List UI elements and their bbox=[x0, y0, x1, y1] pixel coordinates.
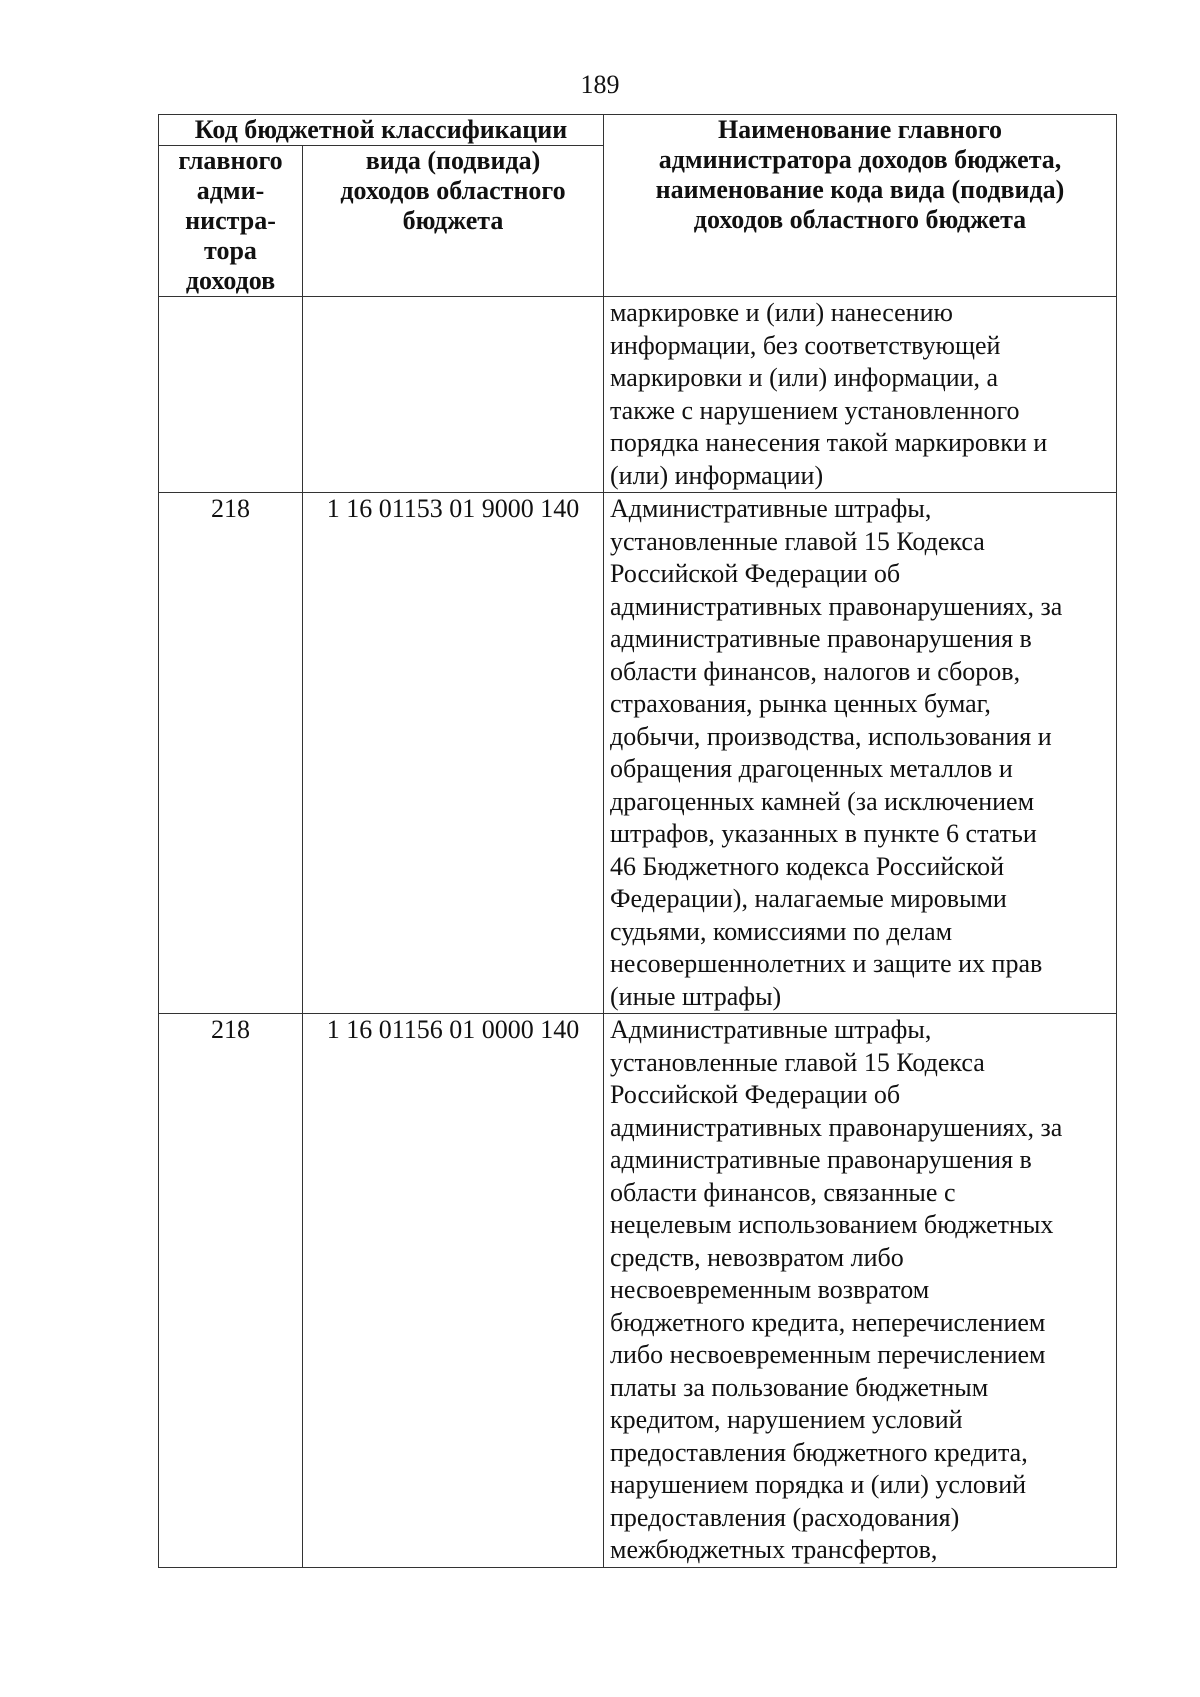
income-name-line: штрафов, указанных в пункте 6 статьи bbox=[610, 819, 1037, 848]
income-name-line: области финансов, налогов и сборов, bbox=[610, 656, 1021, 686]
income-name-line: (иные штрафы) bbox=[610, 981, 782, 1011]
income-name-line: несовершеннолетних и защите их прав bbox=[610, 949, 1043, 978]
header-admin-line: адми- bbox=[196, 176, 265, 205]
income-name-line: предоставления (расходования) bbox=[610, 1502, 960, 1532]
income-name-line: административных правонарушениях, за bbox=[610, 1112, 1063, 1142]
income-name-line: установленные главой 15 Кодекса bbox=[610, 526, 985, 556]
income-name-line: Российской Федерации об bbox=[610, 559, 901, 588]
income-name-line: предоставления бюджетного кредита, bbox=[610, 1437, 1028, 1467]
income-name-line: административных правонарушениях, за bbox=[610, 591, 1063, 621]
income-name-line: административные правонарушения в bbox=[610, 624, 1032, 653]
income-name-line: Федерации), налагаемые мировыми bbox=[610, 884, 1007, 913]
income-name-line: обращения драгоценных металлов и bbox=[610, 754, 1013, 783]
income-name-line: межбюджетных трансфертов, bbox=[610, 1535, 938, 1564]
header-budget-classification-code: Код бюджетной классификации bbox=[159, 115, 604, 146]
income-name-line: Российской Федерации об bbox=[610, 1080, 901, 1109]
header-name-column bbox=[604, 115, 1117, 297]
header-admin-line: доходов bbox=[185, 266, 276, 295]
page-number: 189 bbox=[580, 70, 620, 99]
header-admin-line: нистра- bbox=[185, 206, 276, 235]
header-code-line: бюджета bbox=[402, 206, 504, 235]
table-row bbox=[159, 1014, 1117, 1568]
income-name-line: бюджетного кредита, неперечислением bbox=[610, 1307, 1046, 1337]
cell-income-name bbox=[604, 297, 1117, 493]
cell-admin-code: 218 bbox=[159, 493, 303, 1014]
income-name-line: несвоевременным возвратом bbox=[610, 1275, 930, 1304]
income-name-line: кредитом, нарушением условий bbox=[610, 1405, 963, 1434]
income-name-line: также с нарушением установленного bbox=[610, 395, 1020, 425]
cell-admin-code: 218 bbox=[159, 1014, 303, 1568]
income-name-line: (или) информации) bbox=[610, 460, 824, 490]
header-code-line: доходов областного bbox=[340, 176, 566, 205]
cell-income-name bbox=[604, 493, 1117, 1014]
cell-admin-code bbox=[159, 297, 303, 493]
income-name-line: 46 Бюджетного кодекса Российской bbox=[610, 851, 1005, 881]
income-name-line: драгоценных камней (за исключением bbox=[610, 786, 1035, 816]
cell-income-code bbox=[303, 297, 604, 493]
income-name-line: Административные штрафы, bbox=[610, 1015, 932, 1044]
header-admin-line: тора bbox=[204, 236, 257, 265]
income-name-line: судьями, комиссиями по делам bbox=[610, 916, 953, 946]
header-name-line: администратора доходов бюджета, bbox=[658, 145, 1062, 174]
income-name-line: области финансов, связанные с bbox=[610, 1177, 956, 1207]
header-name-line: Наименование главного bbox=[717, 115, 1003, 144]
income-name-line: установленные главой 15 Кодекса bbox=[610, 1047, 985, 1077]
cell-income-name bbox=[604, 1014, 1117, 1568]
income-name-line: либо несвоевременным перечислением bbox=[610, 1340, 1046, 1369]
cell-income-code: 1 16 01153 01 9000 140 bbox=[303, 493, 604, 1014]
income-name-line: добычи, производства, использования и bbox=[610, 721, 1052, 751]
income-name-line: маркировки и (или) информации, а bbox=[610, 363, 999, 392]
header-name-line: наименование кода вида (подвида) bbox=[655, 175, 1065, 204]
income-name-line: нарушением порядка и (или) условий bbox=[610, 1470, 1027, 1499]
income-name-line: маркировке и (или) нанесению bbox=[610, 298, 953, 327]
table-body bbox=[159, 297, 1117, 1568]
cell-income-code: 1 16 01156 01 0000 140 bbox=[303, 1014, 604, 1568]
income-name-line: информации, без соответствующей bbox=[610, 330, 1001, 360]
income-name-line: административные правонарушения в bbox=[610, 1145, 1032, 1174]
income-name-line: Административные штрафы, bbox=[610, 494, 932, 523]
header-admin-column bbox=[159, 146, 303, 297]
income-name-line: нецелевым использованием бюджетных bbox=[610, 1210, 1054, 1239]
table-row bbox=[159, 493, 1117, 1014]
header-name-line: доходов областного бюджета bbox=[693, 205, 1027, 234]
income-name-line: порядка нанесения такой маркировки и bbox=[610, 428, 1048, 457]
income-name-line: страхования, рынка ценных бумаг, bbox=[610, 689, 991, 718]
table-row bbox=[159, 297, 1117, 493]
header-admin-line: главного bbox=[178, 146, 283, 175]
header-code-column bbox=[303, 146, 604, 297]
header-code-line: вида (подвида) bbox=[365, 146, 541, 175]
income-name-line: средств, невозвратом либо bbox=[610, 1242, 904, 1272]
budget-classification-table bbox=[158, 114, 1117, 1568]
income-name-line: платы за пользование бюджетным bbox=[610, 1372, 989, 1402]
